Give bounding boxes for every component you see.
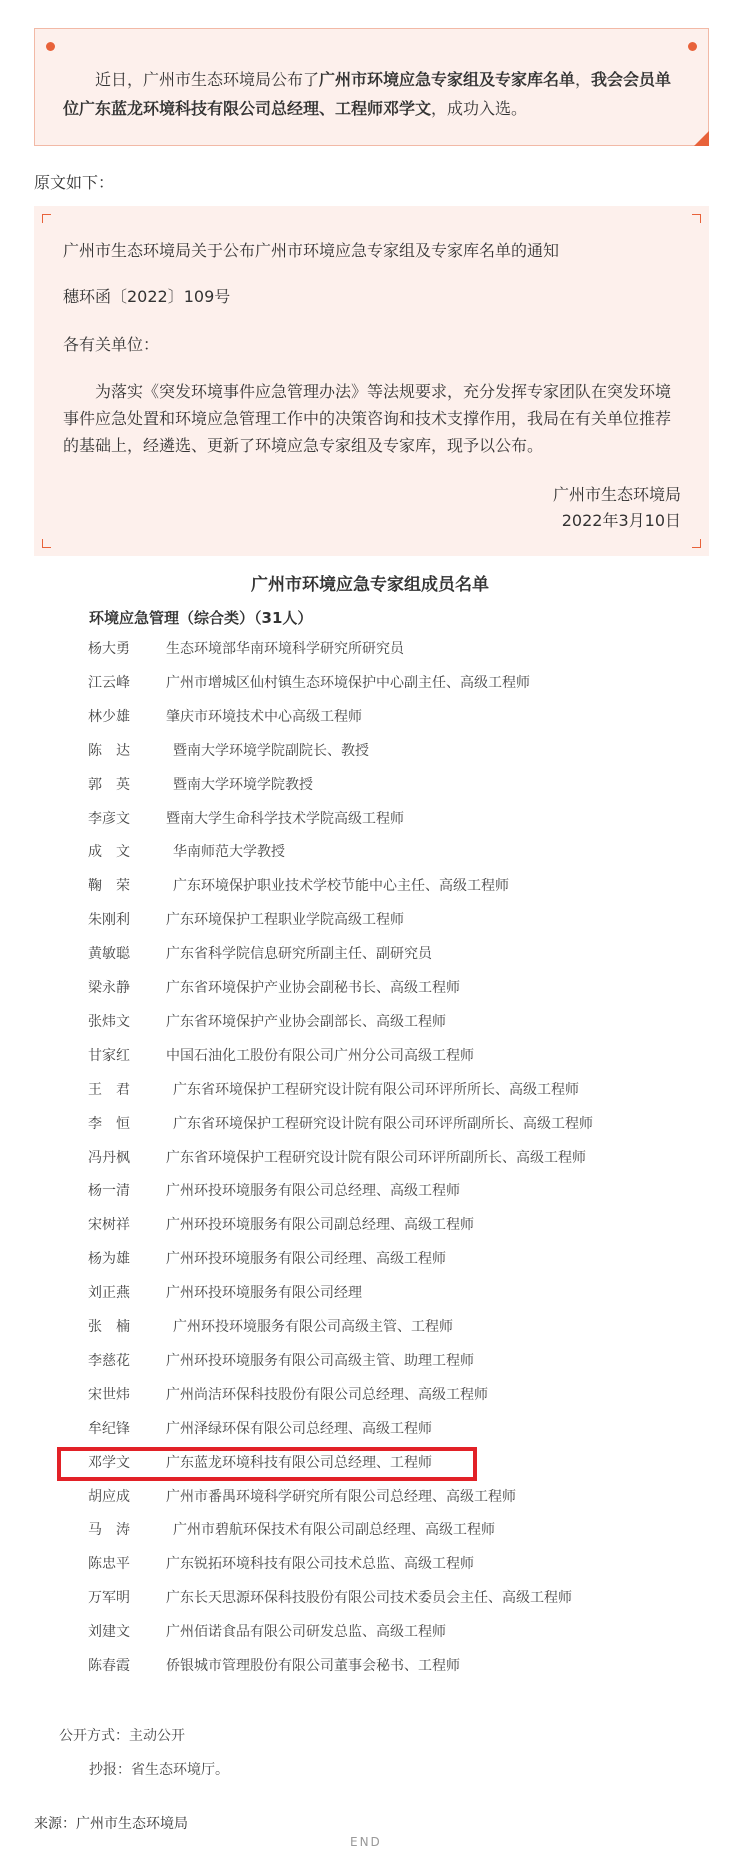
notice-quote-box <box>34 206 709 556</box>
member-name: 张 楠 <box>88 1319 130 1335</box>
member-title: 广东环境保护工程职业学院高级工程师 <box>166 912 404 929</box>
member-name: 鞠 荣 <box>88 878 130 895</box>
list-item <box>0 1011 740 1045</box>
member-title: 广州环投环境服务有限公司总经理、高级工程师 <box>166 1183 460 1200</box>
list-item <box>0 943 740 977</box>
member-name: 成 文 <box>88 844 130 861</box>
member-name: 张炜文 <box>88 1013 130 1030</box>
dot-icon <box>688 42 697 51</box>
member-title: 广州环投环境服务有限公司经理 <box>166 1285 362 1302</box>
member-name: 林少雄 <box>88 708 130 725</box>
member-name: 陈 达 <box>88 742 130 759</box>
member-title: 广东省科学院信息研究所副主任、副研究员 <box>166 946 432 963</box>
member-name: 牟纪锋 <box>88 1420 130 1437</box>
member-title: 肇庆市环境技术中心高级工程师 <box>166 708 362 725</box>
member-title: 广州市番禺环境科学研究所有限公司总经理、高级工程师 <box>166 1488 516 1505</box>
list-item <box>0 1214 740 1248</box>
intro-text-3: ， <box>575 70 592 89</box>
list-item <box>0 1486 740 1520</box>
list-item <box>0 1147 740 1181</box>
member-title: 广州环投环境服务有限公司副总经理、高级工程师 <box>166 1217 474 1234</box>
list-item <box>0 740 740 774</box>
dot-icon <box>46 42 55 51</box>
highlight-box <box>57 1447 477 1481</box>
list-item <box>0 875 740 909</box>
member-name: 梁永静 <box>88 980 130 996</box>
member-name: 李彦文 <box>88 810 130 827</box>
member-title: 广东环境保护职业技术学校节能中心主任、高级工程师 <box>173 878 509 895</box>
intro-paragraph <box>63 65 683 123</box>
member-name: 刘正燕 <box>88 1285 130 1302</box>
list-item <box>0 1180 740 1214</box>
list-item <box>0 1113 740 1147</box>
member-name: 胡应成 <box>88 1488 130 1505</box>
article-source: 来源：广州市生态环境局 <box>34 1816 188 1832</box>
member-name: 万军明 <box>88 1590 130 1607</box>
list-item <box>0 1079 740 1113</box>
member-title: 广州尚洁环保科技股份有限公司总经理、高级工程师 <box>166 1386 488 1403</box>
member-name: 李慈花 <box>88 1352 130 1369</box>
list-item <box>0 1045 740 1079</box>
list-item <box>0 1282 740 1316</box>
list-item <box>0 1519 740 1553</box>
member-title: 广东省环境保护产业协会副部长、高级工程师 <box>166 1013 446 1030</box>
list-item <box>0 1655 740 1689</box>
member-title: 广州市碧航环保技术有限公司副总经理、高级工程师 <box>173 1522 495 1539</box>
disclosure-method: 公开方式：主动公开 <box>59 1728 185 1744</box>
list-item <box>0 1316 740 1350</box>
list-item <box>0 1248 740 1282</box>
member-name: 杨一清 <box>88 1183 130 1200</box>
list-subtitle: 环境应急管理（综合类）（31人） <box>89 609 313 627</box>
list-item <box>0 1384 740 1418</box>
member-name: 杨大勇 <box>88 641 130 657</box>
member-name: 江云峰 <box>88 674 130 691</box>
notice-date: 2022年3月10日 <box>561 511 681 530</box>
member-title: 暨南大学生命科学技术学院高级工程师 <box>166 810 404 827</box>
notice-addressee: 各有关单位： <box>63 335 160 354</box>
member-title: 广州佰诺食品有限公司研发总监、高级工程师 <box>166 1624 446 1641</box>
member-name: 陈忠平 <box>88 1556 130 1573</box>
list-item <box>0 672 740 706</box>
list-item <box>0 1350 740 1384</box>
member-name: 冯丹枫 <box>88 1149 130 1166</box>
member-title: 广东省环境保护工程研究设计院有限公司环评所所长、高级工程师 <box>173 1081 579 1098</box>
member-name: 朱刚利 <box>88 912 130 929</box>
notice-title: 广州市生态环境局关于公布广州市环境应急专家组及专家库名单的通知 <box>63 241 560 260</box>
list-item <box>0 977 740 1011</box>
notice-signer: 广州市生态环境局 <box>552 485 681 504</box>
member-title: 生态环境部华南环境科学研究所研究员 <box>166 641 404 657</box>
corner-bracket-icon <box>42 539 51 548</box>
member-title: 广东省环境保护产业协会副秘书长、高级工程师 <box>166 980 460 996</box>
member-name: 邓学文 <box>88 1454 130 1471</box>
notice-body: 为落实《突发环境事件应急管理办法》等法规要求，充分发挥专家团队在突发环境事件应急处置和环境应急管理工作中的决策咨询和技术支撑作用，我局在有关单位推荐的基础上，经遴选、更新了环境应急专家组及专家库，现予以公布。 <box>63 382 672 455</box>
member-title: 暨南大学环境学院副院长、教授 <box>173 742 369 759</box>
member-name: 马 涛 <box>88 1522 130 1539</box>
member-name: 郭 英 <box>88 776 130 793</box>
member-title: 中国石油化工股份有限公司广州分公司高级工程师 <box>166 1047 474 1064</box>
intro-text-1: 近日，广州市生态环境局公布了 <box>95 70 320 89</box>
intro-bold-list-name: 广州市环境应急专家组及专家库名单 <box>319 70 576 89</box>
member-title: 华南师范大学教授 <box>173 844 285 861</box>
corner-bracket-icon <box>692 214 701 223</box>
member-title: 广州市增城区仙村镇生态环境保护中心副主任、高级工程师 <box>166 674 530 691</box>
end-mark: END <box>350 1835 382 1849</box>
intro-callout <box>34 28 709 146</box>
member-name: 宋世炜 <box>88 1386 130 1403</box>
member-title: 广州环投环境服务有限公司经理、高级工程师 <box>166 1251 446 1268</box>
list-item <box>0 808 740 842</box>
member-title: 广州泽绿环保有限公司总经理、高级工程师 <box>166 1420 432 1437</box>
notice-doc-number: 穗环函〔2022〕109号 <box>63 287 231 306</box>
member-name: 刘建文 <box>88 1624 130 1641</box>
member-title: 广东长天思源环保科技股份有限公司技术委员会主任、高级工程师 <box>166 1590 572 1607</box>
intro-text-5: ，成功入选。 <box>431 99 528 118</box>
list-item <box>0 1621 740 1655</box>
list-item <box>0 638 740 672</box>
member-name: 王 君 <box>88 1081 130 1098</box>
list-item <box>0 706 740 740</box>
corner-bracket-icon <box>42 214 51 223</box>
corner-triangle-icon <box>694 131 709 146</box>
list-item <box>0 1553 740 1587</box>
list-item <box>0 841 740 875</box>
member-name: 宋树祥 <box>88 1217 130 1234</box>
cc-line: 抄报：省生态环境厅。 <box>89 1762 229 1778</box>
list-item <box>0 774 740 808</box>
corner-bracket-icon <box>692 539 701 548</box>
member-title: 暨南大学环境学院教授 <box>173 776 313 793</box>
member-name: 李 恒 <box>88 1115 130 1132</box>
member-title: 广东蓝龙环境科技有限公司总经理、工程师 <box>166 1454 432 1471</box>
member-name: 甘家红 <box>88 1047 130 1064</box>
list-title: 广州市环境应急专家组成员名单 <box>251 575 489 595</box>
member-name: 陈春霞 <box>88 1658 130 1674</box>
member-title: 广州环投环境服务有限公司高级主管、助理工程师 <box>166 1352 474 1369</box>
member-title: 侨银城市管理股份有限公司董事会秘书、工程师 <box>166 1658 460 1674</box>
member-title: 广东锐拓环境科技有限公司技术总监、高级工程师 <box>166 1556 474 1573</box>
list-item <box>0 909 740 943</box>
member-title: 广东省环境保护工程研究设计院有限公司环评所副所长、高级工程师 <box>173 1115 593 1132</box>
member-name: 黄敏聪 <box>88 946 130 963</box>
list-item <box>0 1587 740 1621</box>
member-title: 广州环投环境服务有限公司高级主管、工程师 <box>173 1319 453 1335</box>
original-text-label: 原文如下： <box>34 173 115 192</box>
member-title: 广东省环境保护工程研究设计院有限公司环评所副所长、高级工程师 <box>166 1149 586 1166</box>
member-name: 杨为雄 <box>88 1251 130 1268</box>
intro-bold-member: 我会会员单位广东蓝龙环境科技有限公司总经理、工程师邓学文 <box>63 70 672 118</box>
